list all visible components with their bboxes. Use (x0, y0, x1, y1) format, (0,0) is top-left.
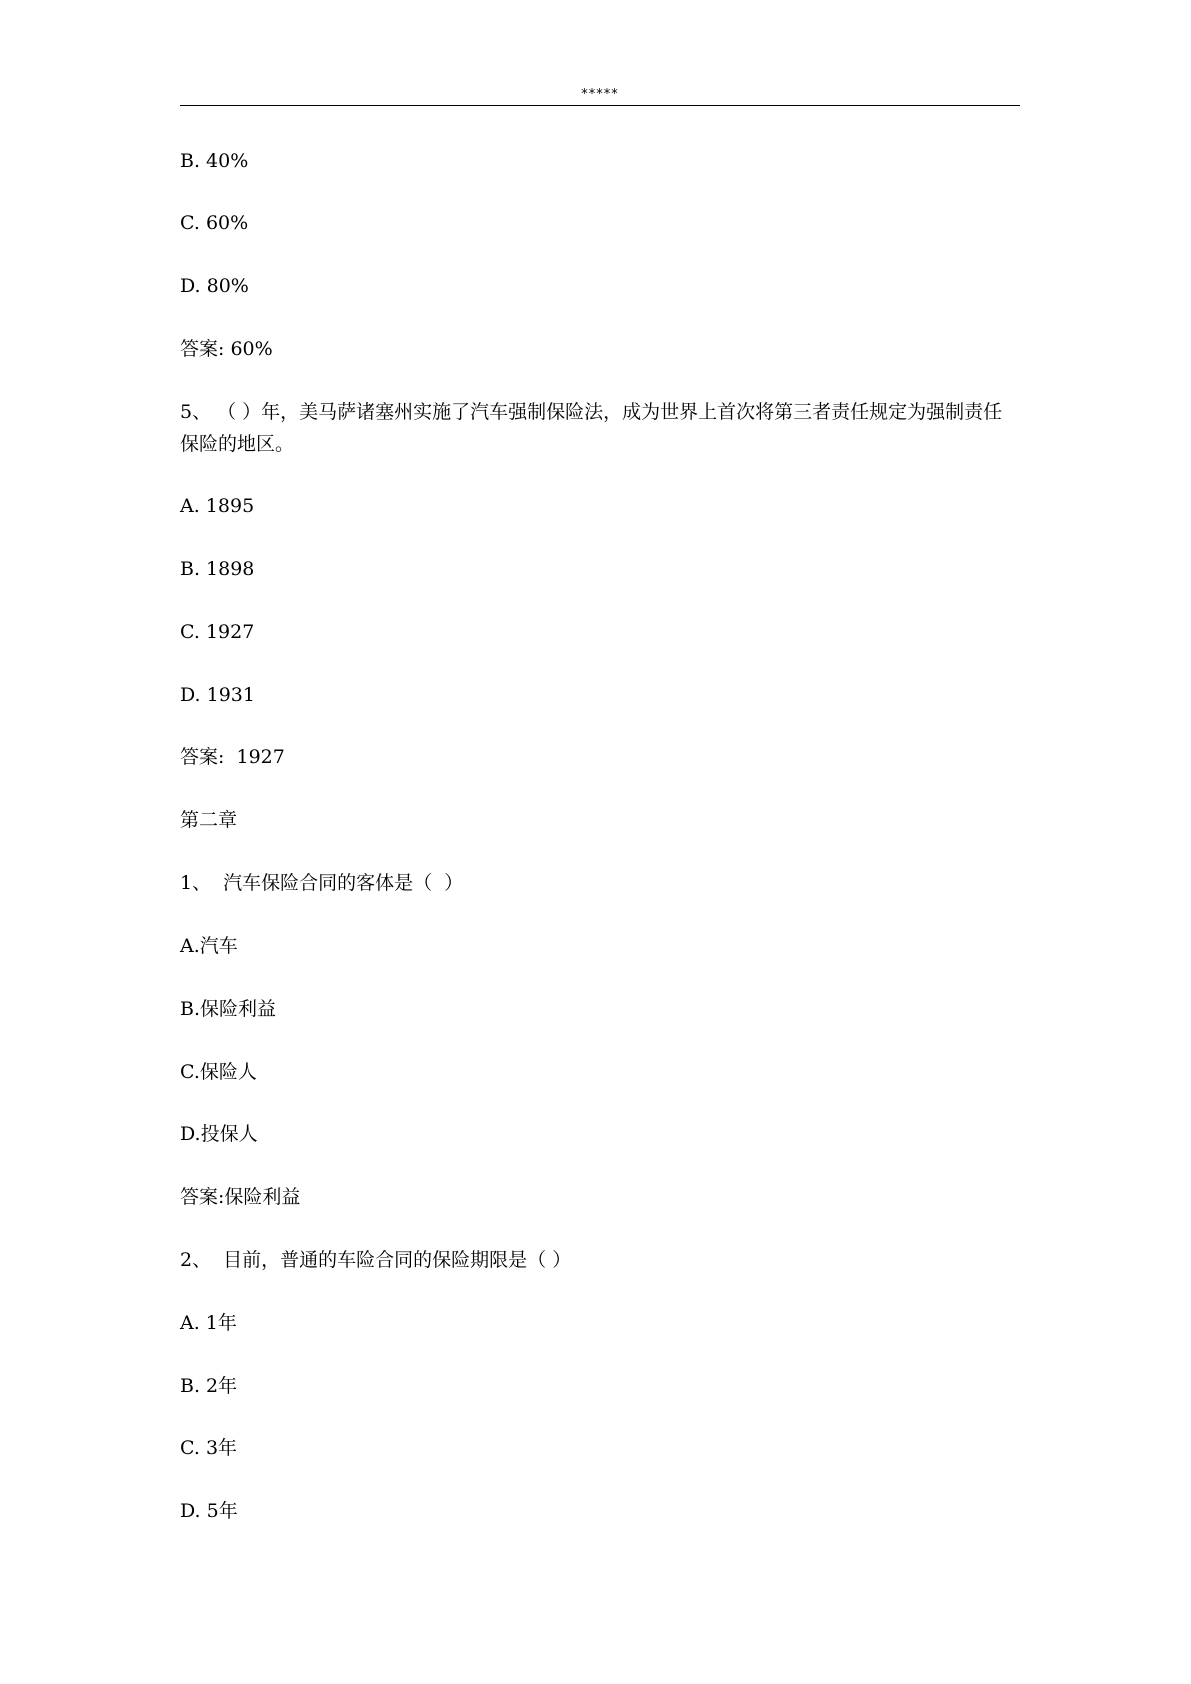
option-b: B. 40% (180, 150, 249, 172)
header-divider (180, 105, 1020, 106)
option-b: B. 1898 (180, 558, 255, 580)
option-a: A.汽车 (180, 935, 238, 957)
option-b: B. 2年 (180, 1375, 238, 1397)
option-c: C.保险人 (180, 1061, 257, 1083)
answer-text: 答案:保险利益 (180, 1186, 301, 1208)
answer-text: 答案: 60% (180, 338, 273, 360)
question-2: 2、 目前，普通的车险合同的保险期限是（ ） (180, 1249, 572, 1271)
page-header-mark: ***** (581, 87, 619, 102)
option-d: D. 80% (180, 275, 249, 297)
option-d: D. 5年 (180, 1500, 238, 1522)
option-c: C. 3年 (180, 1437, 238, 1459)
question-1: 1、 汽车保险合同的客体是（ ） (180, 872, 464, 894)
question-5: 5、 （ ）年，美马萨诸塞州实施了汽车强制保险法，成为世界上首次将第三者责任规定为强制责任保险的地区。 (180, 401, 1003, 455)
option-a: A. 1895 (180, 495, 255, 517)
option-a: A. 1年 (180, 1312, 237, 1334)
option-c: C. 1927 (180, 621, 255, 643)
chapter-heading: 第二章 (180, 809, 238, 831)
option-d: D.投保人 (180, 1123, 258, 1145)
option-b: B.保险利益 (180, 998, 277, 1020)
option-c: C. 60% (180, 212, 249, 234)
option-d: D. 1931 (180, 684, 255, 706)
answer-text: 答案: 1927 (180, 746, 285, 768)
